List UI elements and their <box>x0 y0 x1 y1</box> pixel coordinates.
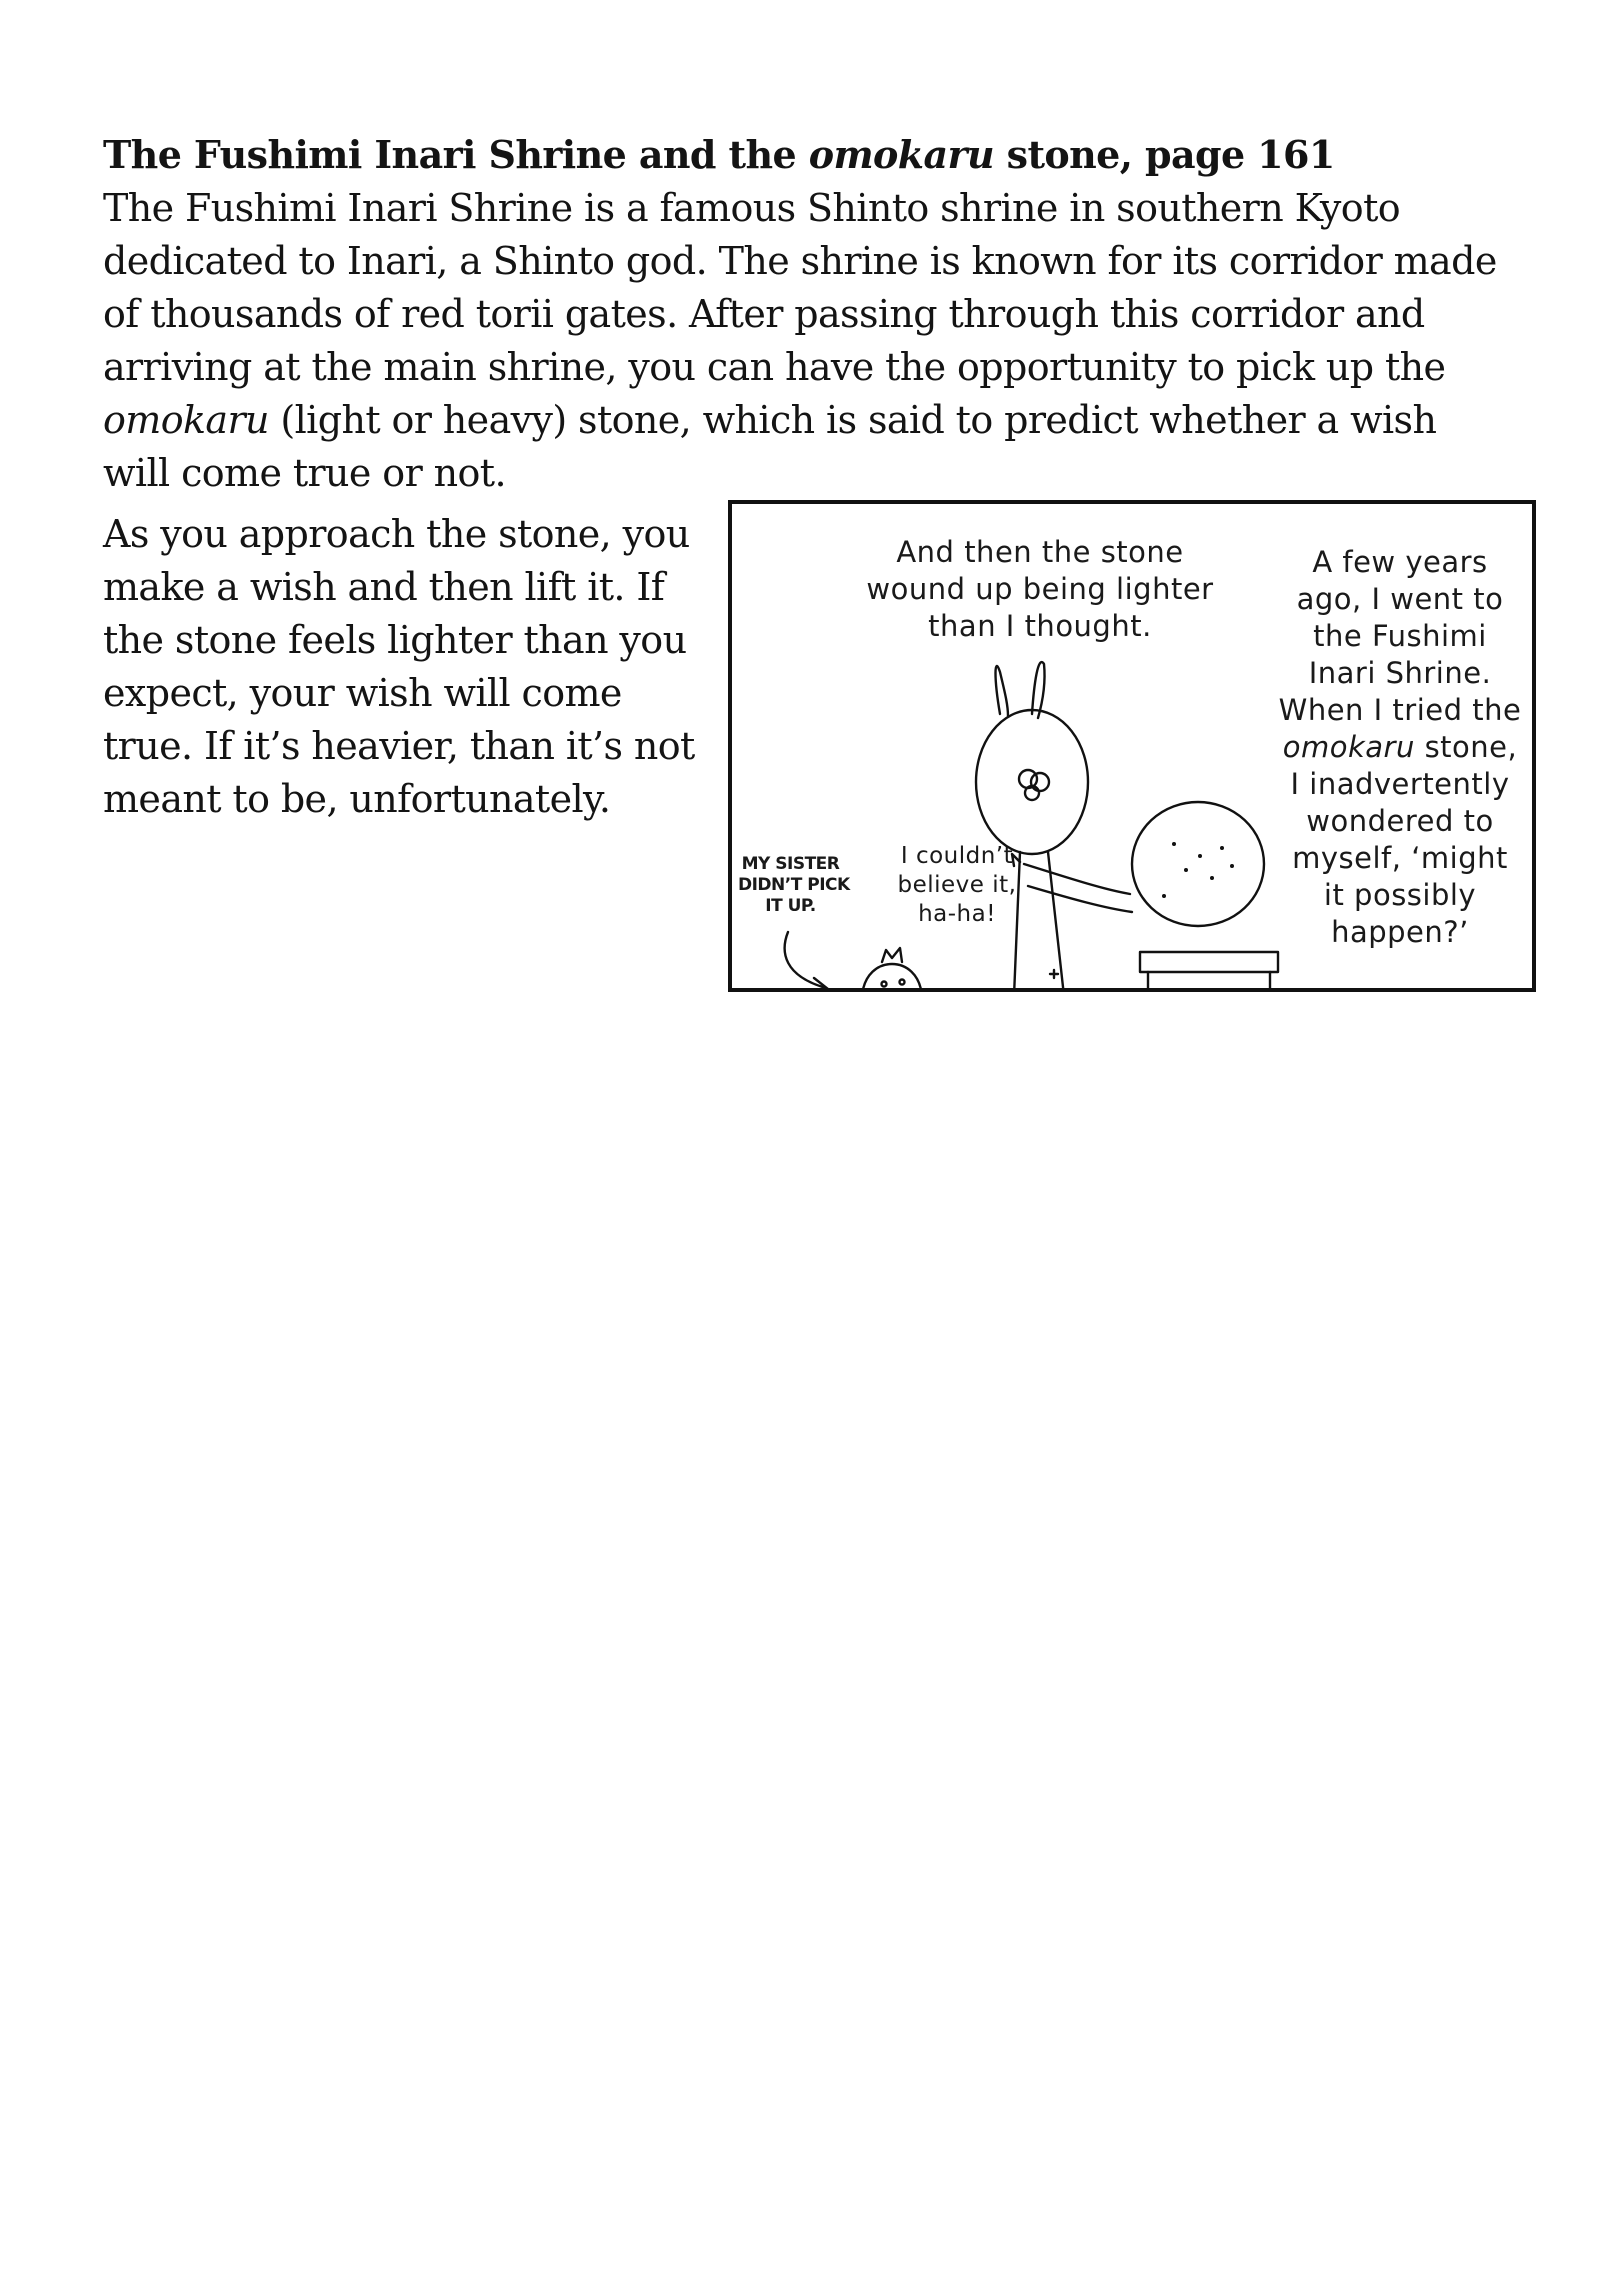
side-line: As you approach the stone, you <box>103 512 690 556</box>
heading-suffix: stone, page 161 <box>994 132 1335 177</box>
side-line: true. If it’s heavier, than it’s not <box>103 724 695 768</box>
intro-line-rest: (light or heavy) stone, which is said to predict whether a wish <box>268 398 1437 442</box>
stone-pedestal <box>1140 952 1278 972</box>
intro-line: The Fushimi Inari Shrine is a famous Shinto shrine in southern Kyoto <box>103 186 1401 230</box>
intro-italic-term: omokaru <box>103 398 269 442</box>
intro-line: of thousands of red torii gates. After passing through this corridor and <box>103 292 1425 336</box>
side-line: make a wish and then lift it. If <box>103 565 665 609</box>
omokaru-stone <box>1132 802 1264 926</box>
sister-head <box>862 964 922 992</box>
side-paragraph <box>103 508 703 826</box>
side-line: meant to be, unfortunately. <box>103 777 611 821</box>
intro-line: arriving at the main shrine, you can have the opportunity to pick up the <box>103 345 1446 389</box>
heading-italic-term: omokaru <box>808 132 995 177</box>
side-line: the stone feels lighter than you <box>103 618 687 662</box>
arrow-icon <box>785 932 826 988</box>
speech-bubble-stone-lighter: And then the stone wound up being lighter than I thought. <box>866 535 1214 643</box>
intro-line: will come true or not. <box>103 451 506 495</box>
rabbit-ear-left <box>996 666 1009 716</box>
heading-prefix: The Fushimi Inari Shrine and the <box>103 132 809 177</box>
intro-line <box>103 394 1553 447</box>
intro-line: dedicated to Inari, a Shinto god. The shrine is known for its corridor made <box>103 239 1497 283</box>
speech-bubble-laugh: I couldn’t believe it, ha-ha! <box>897 843 1017 927</box>
narration-box: A few years ago, I went to the Fushimi Inari Shrine. When I tried the omokaru stone, I inadvertently wondered to myself, ‘might it possibly happen?’ <box>1278 545 1522 949</box>
intro-paragraph <box>103 182 1553 500</box>
section-heading <box>103 128 1543 182</box>
comic-panel <box>728 500 1536 992</box>
side-line: expect, your wish will come <box>103 671 622 715</box>
caption-sister: MY SISTER DIDN’T PICK IT UP. <box>738 854 850 916</box>
